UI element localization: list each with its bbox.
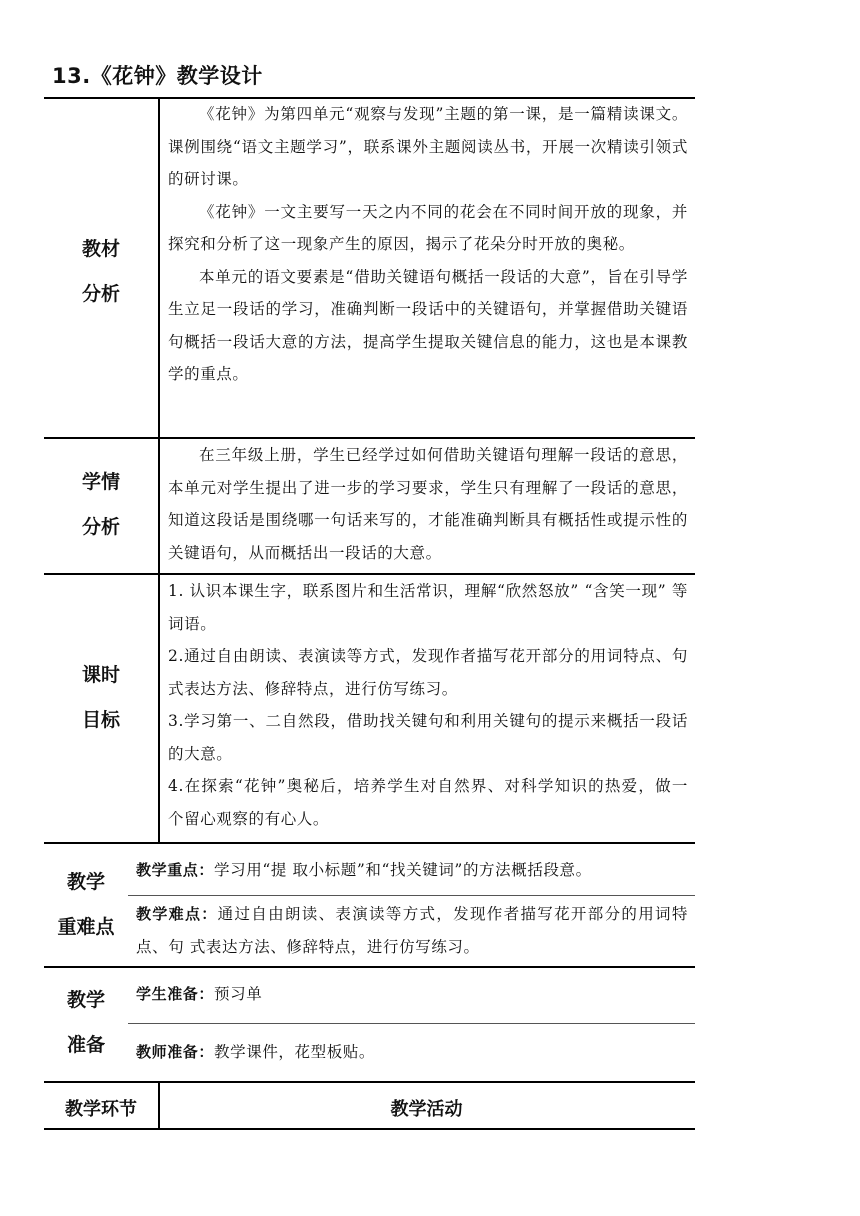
row-rule [44,842,695,844]
header-teaching-activity: 教学活动 [390,1099,463,1120]
inner-rule [128,895,695,896]
textbook-analysis-label: 教材 分析 [81,238,120,305]
row-rule [44,1081,695,1083]
teaching-difficulty: 教学难点：通过自由朗读、表演读等方式，发现作者描写花开部分的用词特点、句 式表达方法、修辞特点，进行仿写练习。 [136,905,688,956]
textbook-analysis-content [168,98,688,391]
column-divider [158,97,160,842]
goal-item: 1. 认识本课生字，联系图片和生活常识，理解“欣然怒放” “含笑一现” 等词语。 [168,582,688,633]
student-preparation: 学生准备：预习单 [136,985,263,1003]
student-analysis-content [168,439,688,569]
goal-item: 3.学习第一、二自然段，借助找关键句和利用关键句的提示来概括一段话的大意。 [168,712,688,763]
key-difficult-label: 教学 重难点 [57,871,115,938]
inner-rule [128,1023,695,1024]
textbook-paragraph: 《花钟》一文主要写一天之内不同的花会在不同时间开放的现象，并探究和分析了这一现象产生的原因，揭示了花朵分时开放的奥秘。 [168,202,688,253]
bottom-rule [44,1128,695,1130]
row-rule [44,966,695,968]
lesson-goals-label: 课时 目标 [81,664,120,731]
page-title: 13.《花钟》教学设计 [52,64,263,88]
teaching-focus: 教学重点：学习用“提 取小标题”和“找关键词”的方法概括段意。 [136,861,592,879]
students-paragraph: 在三年级上册，学生已经学过如何借助关键语句理解一段话的意思，本单元对学生提出了进一步的学习要求，学生只有理解了一段话的意思，知道这段话是围绕哪一句话来写的，才能准确判断具有概括性或提示性的关键语句，从而概括出一段话的大意。 [168,446,688,562]
header-teaching-stage: 教学环节 [65,1099,137,1120]
textbook-paragraph: 本单元的语文要素是“借助关键语句概括一段话的大意”，旨在引导学生立足一段话的学习，准确判断一段话中的关键语句，并掌握借助关键语句概括一段话大意的方法，提高学生提取关键信息的能力，这也是本课教学的重点。 [168,267,688,383]
goal-item: 2.通过自由朗读、表演读等方式，发现作者描写花开部分的用词特点、句 式表达方法、修辞特点，进行仿写练习。 [168,647,688,698]
teacher-preparation: 教师准备：教学课件，花型板贴。 [136,1043,376,1061]
student-analysis-label: 学情 分析 [81,471,120,538]
goal-item: 4.在探索“花钟”奥秘后，培养学生对自然界、对科学知识的热爱，做一 个留心观察的有心人。 [168,777,688,828]
preparation-label: 教学 准备 [66,989,105,1056]
lesson-goals-content [168,575,688,835]
textbook-paragraph: 《花钟》为第四单元“观察与发现”主题的第一课，是一篇精读课文。课例围绕“语文主题学习”，联系课外主题阅读丛书，开展一次精读引领式的研讨课。 [168,105,688,188]
